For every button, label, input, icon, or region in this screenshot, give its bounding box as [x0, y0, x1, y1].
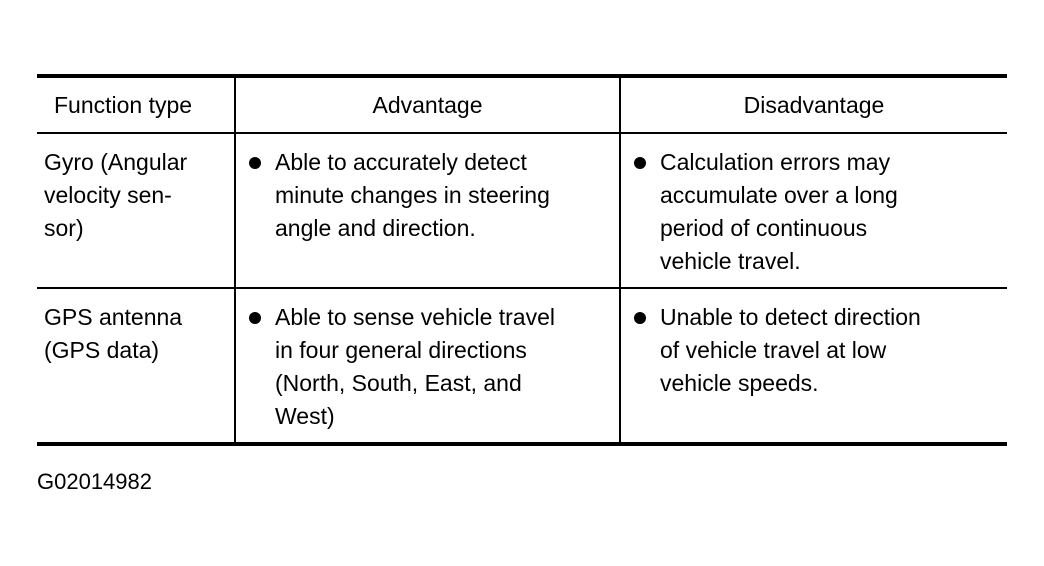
- figure-id: G02014982: [37, 469, 152, 494]
- disadvantage-text: Calculation errors may accumulate over a long period of continuous vehicle travel.: [660, 149, 898, 274]
- advantage-text: Able to sense vehicle travel in four general directions (North, South, East, and West): [275, 304, 555, 429]
- disadvantage-text: Unable to detect direction of vehicle travel at low vehicle speeds.: [660, 304, 921, 396]
- header-function-type: Function type: [54, 91, 193, 118]
- advantage-cell: [235, 288, 620, 444]
- table-body: [37, 133, 1007, 444]
- advantage-text: Able to accurately detect minute changes in steering angle and direction.: [275, 149, 550, 241]
- bullet-icon: [249, 157, 261, 169]
- function-type-text: Gyro (Angular velocity sen- sor): [44, 149, 188, 241]
- function-type-cell: [37, 288, 235, 444]
- advantage-cell: [235, 133, 620, 288]
- table-row: [37, 288, 1007, 444]
- bullet-icon: [249, 312, 261, 324]
- table-row: [37, 133, 1007, 288]
- header-disadvantage: Disadvantage: [620, 76, 1007, 133]
- function-type-cell: [37, 133, 235, 288]
- header-advantage: Advantage: [235, 76, 620, 133]
- bullet-icon: [634, 312, 646, 324]
- table-header: [37, 76, 1007, 133]
- header-row: [37, 76, 1007, 133]
- function-type-text: GPS antenna (GPS data): [44, 304, 183, 363]
- disadvantage-cell: [620, 133, 1007, 288]
- comparison-table: [37, 74, 1007, 446]
- disadvantage-cell: [620, 288, 1007, 444]
- bullet-icon: [634, 157, 646, 169]
